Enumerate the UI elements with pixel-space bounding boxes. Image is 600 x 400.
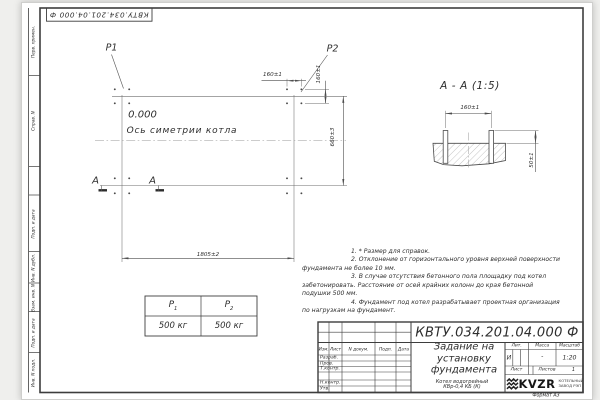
level-mark: 0.000 (128, 109, 157, 121)
lit-label: Лит. (511, 343, 522, 349)
row-razrab: Разраб. (320, 355, 339, 361)
col-data: Дата (397, 347, 410, 353)
frame-label-perv-primen: Перв. примен. (31, 25, 37, 58)
dim-160-vertical: 160±1 (316, 64, 323, 83)
title-block-designation: КВТУ.034.201.04.000 Ф (415, 325, 579, 340)
top-stamp-designation: КВТУ.034.201.04.000 Ф (49, 10, 149, 20)
load-table-header-p2 (225, 300, 234, 312)
drawing-notes (302, 248, 578, 316)
product-name-line-1: Котел водогрейный (435, 378, 489, 385)
doc-title-line-1: Задание на (433, 341, 495, 353)
frame-label-podp-data-2: Подп. и дата (31, 317, 37, 348)
scale-value: 1:20 (562, 354, 577, 362)
doc-title-line-2: установку (437, 353, 491, 364)
sheets-value: 1 (571, 367, 576, 374)
section-dim-50: 50±1 (529, 152, 535, 168)
leader-lines (112, 55, 328, 93)
p2-sub: 2 (230, 305, 234, 312)
section-letter-left: А (92, 175, 99, 186)
doc-title-line-3: фундамента (430, 364, 498, 376)
p1-base: Р (168, 299, 175, 310)
frame-label-inv-n-dubl: Инв. N дубл. (31, 253, 37, 282)
foundation-plan-view (95, 55, 347, 263)
note-line: по нагрузкам на фундамент. (302, 307, 396, 315)
section-a-a-view (433, 111, 539, 172)
sheet-label: Лист (510, 367, 523, 373)
note-line: 2. Отклонение от горизонтального уровня верхней поверхности (351, 256, 560, 264)
row-t-kontr: Т.контр. (320, 366, 340, 372)
section-letter-right: А (149, 175, 156, 186)
symmetry-axis-label: Ось симетрии котла (126, 125, 238, 136)
load-point-p2-label: Р2 (326, 43, 339, 55)
frame-label-vzam-inv-n: Взам. инв. N (31, 283, 37, 312)
section-view-title: А - А (1:5) (440, 80, 500, 92)
dim-660: 660±3 (330, 127, 337, 147)
load-table-header-p1 (169, 300, 178, 312)
row-prov: Пров. (320, 361, 334, 367)
company-logo-text: KVZR (518, 376, 556, 391)
frame-label-inv-n-podl: Инв. N подл. (31, 358, 37, 387)
col-list: Лист (330, 347, 341, 353)
dim-1805: 1805±2 (196, 252, 220, 258)
note-line: 1. * Размер для справок. (351, 248, 431, 255)
note-line: 4. Фундамент под котел разрабатывает проектная организация (351, 298, 560, 306)
frame-label-sprav-n: Справ. N (31, 111, 37, 131)
col-izm: Изм. (318, 347, 329, 353)
col-n-dokum: N докум. (348, 347, 369, 353)
note-line: подушки 500 мм. (302, 290, 358, 298)
company-description (559, 379, 584, 389)
p1-sub: 1 (174, 305, 178, 312)
company-desc-line-2: ЗАВОД РЭП (558, 382, 582, 388)
lit-value: И (506, 354, 512, 362)
scale-label: Масштаб (559, 343, 580, 349)
anchor-bolt-points (114, 88, 302, 194)
kvzr-logo-icon (506, 378, 519, 390)
row-n-kontr: Н.контр. (320, 380, 341, 386)
section-dim-160: 160±1 (460, 105, 480, 111)
load-table-value-p2: 500 кг (214, 320, 244, 331)
anchor-stud-right (489, 131, 494, 164)
company-desc-line-1: КОТЕЛЬНЫЙ (558, 377, 584, 383)
p2-base: Р (224, 299, 231, 310)
format-note: Формат А3 (532, 393, 560, 399)
load-table-value-p1: 500 кг (158, 320, 188, 331)
col-podp: Подп. (378, 347, 393, 353)
mass-value: - (541, 353, 544, 361)
sheets-label: Листов (538, 367, 556, 373)
note-line: фундамента не более 10 мм. (302, 264, 396, 272)
frame-label-podp-data-1: Подп. и дата (31, 208, 37, 239)
note-line: забетонировать. Расстояние от осей крайних колонн до края бетонной (302, 281, 534, 289)
dim-160-horizontal: 160±1 (263, 72, 282, 79)
dimension-lines (122, 81, 343, 259)
load-point-p1-label: Р1 (105, 42, 118, 54)
mass-label: Масса (535, 343, 550, 349)
note-line: 3. В случае отсутствия бетонного пола площадку под котел (351, 273, 547, 281)
product-name-line-2: КВр-0,4 КБ (К) (443, 384, 481, 390)
row-utv: Утв. (320, 386, 330, 392)
anchor-stud-left (443, 131, 448, 164)
